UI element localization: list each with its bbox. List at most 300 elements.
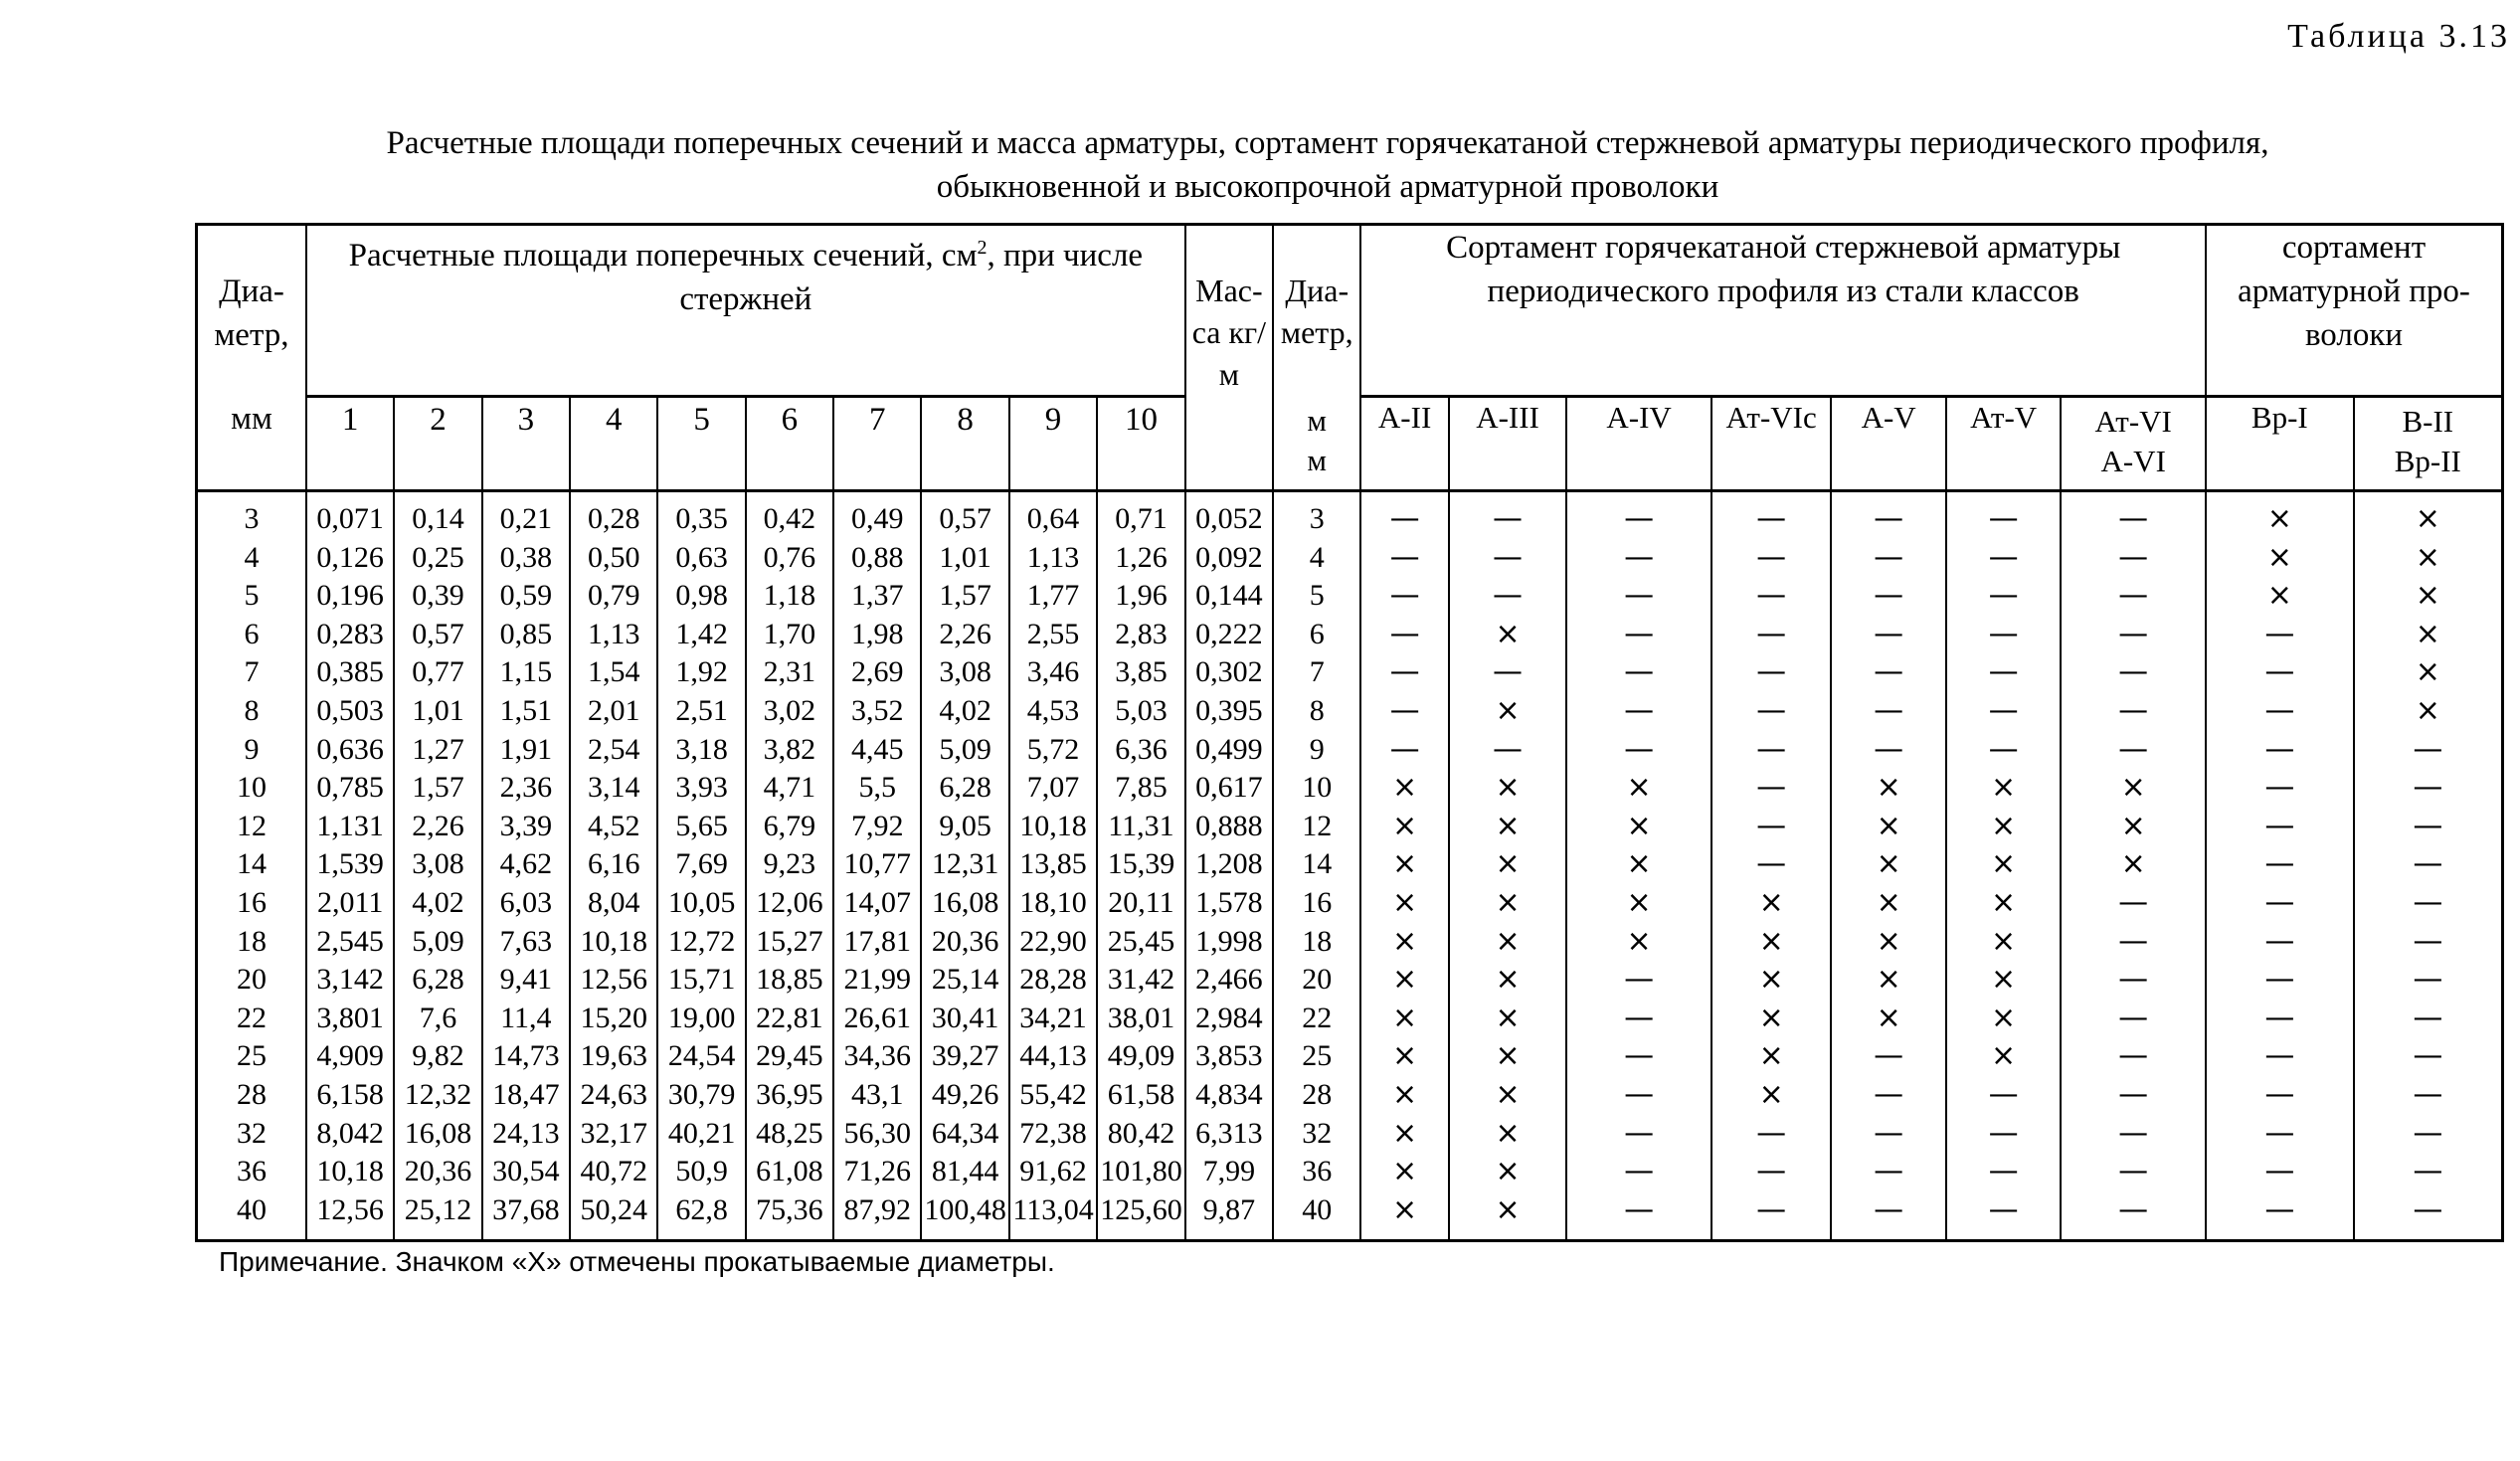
cell-mark-none: — (1946, 539, 2061, 578)
cell-area: 0,636 (306, 731, 394, 770)
cell-area: 12,56 (306, 1191, 394, 1241)
cell-mark-none: — (2061, 653, 2206, 692)
cell-area: 1,70 (746, 616, 833, 654)
cell-diameter: 40 (197, 1191, 306, 1241)
cell-mark-rolled: × (1449, 1076, 1567, 1115)
cell-mass: 0,144 (1185, 577, 1273, 616)
cell-mark-rolled: × (1711, 923, 1832, 962)
cell-area: 6,03 (482, 884, 570, 923)
cell-mass: 0,222 (1185, 616, 1273, 654)
cell-mark-rolled: × (1566, 884, 1711, 923)
table-row (197, 1037, 2503, 1076)
cell-area: 20,36 (921, 923, 1008, 962)
cell-area: 0,59 (482, 577, 570, 616)
cell-diameter: 3 (197, 491, 306, 539)
cell-area: 40,21 (657, 1115, 745, 1154)
cell-area: 31,42 (1097, 961, 1185, 1000)
cell-mark-rolled: × (1831, 961, 1945, 1000)
cell-mark-none: — (1946, 1115, 2061, 1154)
cell-mark-none: — (1946, 1076, 2061, 1115)
cell-mark-none: — (1711, 616, 1832, 654)
cell-mark-none: — (2206, 653, 2354, 692)
cell-area: 0,79 (570, 577, 657, 616)
cell-mark-rolled: × (1711, 1000, 1832, 1038)
table-row (197, 1000, 2503, 1038)
cell-mark-none: — (2354, 923, 2503, 962)
cell-area: 72,38 (1009, 1115, 1097, 1154)
cell-area: 49,26 (921, 1076, 1008, 1115)
cell-diameter: 6 (197, 616, 306, 654)
cell-mark-none: — (2354, 731, 2503, 770)
cell-area: 0,88 (833, 539, 921, 578)
cell-mark-none: — (1946, 491, 2061, 539)
cell-diameter-right: 10 (1273, 769, 1360, 808)
cell-area: 39,27 (921, 1037, 1008, 1076)
cell-mass: 6,313 (1185, 1115, 1273, 1154)
cell-diameter-right: 6 (1273, 616, 1360, 654)
header-count-3: 3 (482, 397, 570, 491)
cell-area: 24,63 (570, 1076, 657, 1115)
cell-mark-none: — (2206, 1076, 2354, 1115)
cell-mark-rolled: × (1360, 808, 1448, 846)
cell-area: 2,545 (306, 923, 394, 962)
cell-area: 3,08 (394, 845, 481, 884)
cell-area: 9,41 (482, 961, 570, 1000)
cell-area: 3,82 (746, 731, 833, 770)
cell-area: 0,503 (306, 692, 394, 731)
cell-area: 0,57 (394, 616, 481, 654)
cell-diameter: 7 (197, 653, 306, 692)
cell-area: 48,25 (746, 1115, 833, 1154)
cell-area: 5,72 (1009, 731, 1097, 770)
cell-area: 0,49 (833, 491, 921, 539)
cell-area: 12,31 (921, 845, 1008, 884)
cell-mark-rolled: × (1449, 923, 1567, 962)
cell-area: 10,77 (833, 845, 921, 884)
cell-area: 11,4 (482, 1000, 570, 1038)
cell-area: 3,85 (1097, 653, 1185, 692)
cell-area: 0,42 (746, 491, 833, 539)
cell-mark-none: — (1831, 577, 1945, 616)
cell-diameter: 36 (197, 1153, 306, 1191)
cell-area: 10,18 (306, 1153, 394, 1191)
cell-area: 0,283 (306, 616, 394, 654)
cell-area: 1,57 (394, 769, 481, 808)
cell-area: 4,02 (394, 884, 481, 923)
cell-mark-rolled: × (1360, 845, 1448, 884)
cell-mark-none: — (2061, 1076, 2206, 1115)
header-count-1: 1 (306, 397, 394, 491)
cell-area: 6,158 (306, 1076, 394, 1115)
cell-diameter-right: 25 (1273, 1037, 1360, 1076)
cell-area: 0,28 (570, 491, 657, 539)
cell-area: 7,85 (1097, 769, 1185, 808)
cell-area: 61,08 (746, 1153, 833, 1191)
header-class-vr1: Вр-I (2206, 397, 2354, 491)
cell-mark-none: — (2061, 1000, 2206, 1038)
cell-area: 2,01 (570, 692, 657, 731)
cell-area: 12,56 (570, 961, 657, 1000)
cell-area: 62,8 (657, 1191, 745, 1241)
cell-mark-rolled: × (2354, 491, 2503, 539)
cell-diameter-right: 22 (1273, 1000, 1360, 1038)
cell-mark-none: — (1360, 653, 1448, 692)
cell-diameter: 14 (197, 845, 306, 884)
cell-mark-none: — (1360, 491, 1448, 539)
cell-area: 2,51 (657, 692, 745, 731)
cell-area: 8,04 (570, 884, 657, 923)
cell-area: 87,92 (833, 1191, 921, 1241)
cell-mark-none: — (1566, 539, 1711, 578)
table-row (197, 1115, 2503, 1154)
table-row (197, 923, 2503, 962)
cell-mark-none: — (2354, 1153, 2503, 1191)
cell-diameter: 5 (197, 577, 306, 616)
cell-mark-rolled: × (1449, 845, 1567, 884)
table-row (197, 653, 2503, 692)
cell-area: 9,23 (746, 845, 833, 884)
header-diameter-left-unit: мм (197, 397, 306, 491)
cell-diameter: 16 (197, 884, 306, 923)
cell-area: 30,54 (482, 1153, 570, 1191)
cell-mark-none: — (1566, 1076, 1711, 1115)
header-class-a3: А-III (1449, 397, 1567, 491)
header-class-a5: А-V (1831, 397, 1945, 491)
cell-area: 50,9 (657, 1153, 745, 1191)
cell-area: 4,45 (833, 731, 921, 770)
table-row (197, 961, 2503, 1000)
cell-mark-none: — (2354, 845, 2503, 884)
cell-mark-none: — (2206, 692, 2354, 731)
cell-mark-none: — (2206, 1000, 2354, 1038)
cell-area: 1,01 (921, 539, 1008, 578)
cell-area: 12,72 (657, 923, 745, 962)
cell-mark-none: — (1449, 577, 1567, 616)
header-mass: Мас-са кг/м (1185, 225, 1273, 491)
cell-area: 4,52 (570, 808, 657, 846)
table-row (197, 491, 2503, 539)
cell-area: 34,36 (833, 1037, 921, 1076)
cell-diameter: 8 (197, 692, 306, 731)
cell-area: 14,73 (482, 1037, 570, 1076)
cell-mark-none: — (1360, 577, 1448, 616)
cell-area: 125,60 (1097, 1191, 1185, 1241)
cell-area: 28,28 (1009, 961, 1097, 1000)
cell-area: 36,95 (746, 1076, 833, 1115)
cell-diameter: 18 (197, 923, 306, 962)
cell-area: 0,85 (482, 616, 570, 654)
table-note: Примечание. Значком «Х» отмечены прокатываемые диаметры. (219, 1246, 1055, 1277)
header-wire-group: сортамент арматурной про-волоки (2206, 225, 2503, 397)
cell-mark-none: — (1831, 1076, 1945, 1115)
cell-mark-rolled: × (1946, 961, 2061, 1000)
cell-mass: 0,499 (1185, 731, 1273, 770)
cell-diameter-right: 3 (1273, 491, 1360, 539)
table-row (197, 1191, 2503, 1241)
cell-area: 3,08 (921, 653, 1008, 692)
cell-area: 0,38 (482, 539, 570, 578)
cell-area: 44,13 (1009, 1037, 1097, 1076)
cell-mark-none: — (2061, 961, 2206, 1000)
cell-mark-none: — (1711, 808, 1832, 846)
cell-mark-none: — (1360, 539, 1448, 578)
cell-mass: 7,99 (1185, 1153, 1273, 1191)
cell-area: 7,92 (833, 808, 921, 846)
cell-area: 3,18 (657, 731, 745, 770)
cell-area: 7,63 (482, 923, 570, 962)
cell-area: 1,131 (306, 808, 394, 846)
cell-area: 38,01 (1097, 1000, 1185, 1038)
cell-mark-rolled: × (1360, 1153, 1448, 1191)
cell-mark-none: — (2061, 577, 2206, 616)
cell-mark-rolled: × (1449, 1115, 1567, 1154)
header-diameter-right-unit: м м (1273, 397, 1360, 491)
cell-mark-rolled: × (1360, 1037, 1448, 1076)
cell-mass: 9,87 (1185, 1191, 1273, 1241)
cell-diameter: 32 (197, 1115, 306, 1154)
cell-diameter: 25 (197, 1037, 306, 1076)
cell-mass: 1,208 (1185, 845, 1273, 884)
table-row (197, 845, 2503, 884)
cell-area: 9,05 (921, 808, 1008, 846)
header-count-5: 5 (657, 397, 745, 491)
cell-diameter-right: 28 (1273, 1076, 1360, 1115)
cell-area: 0,21 (482, 491, 570, 539)
cell-area: 2,55 (1009, 616, 1097, 654)
cell-area: 9,82 (394, 1037, 481, 1076)
cell-area: 20,11 (1097, 884, 1185, 923)
cell-area: 2,31 (746, 653, 833, 692)
cell-mark-none: — (1711, 731, 1832, 770)
cell-area: 56,30 (833, 1115, 921, 1154)
cell-area: 17,81 (833, 923, 921, 962)
table-row (197, 731, 2503, 770)
cell-mark-none: — (2354, 808, 2503, 846)
cell-mark-rolled: × (1711, 961, 1832, 1000)
header-count-6: 6 (746, 397, 833, 491)
cell-area: 0,57 (921, 491, 1008, 539)
cell-area: 40,72 (570, 1153, 657, 1191)
cell-diameter-right: 36 (1273, 1153, 1360, 1191)
cell-area: 5,03 (1097, 692, 1185, 731)
header-class-a4: А-IV (1566, 397, 1711, 491)
cell-mark-rolled: × (1360, 884, 1448, 923)
cell-mark-rolled: × (1566, 845, 1711, 884)
cell-mark-none: — (1711, 1191, 1832, 1241)
cell-area: 0,63 (657, 539, 745, 578)
cell-mark-none: — (2061, 1153, 2206, 1191)
cell-area: 15,27 (746, 923, 833, 962)
cell-mark-rolled: × (1449, 769, 1567, 808)
cell-area: 6,36 (1097, 731, 1185, 770)
cell-area: 11,31 (1097, 808, 1185, 846)
header-count-8: 8 (921, 397, 1008, 491)
cell-mark-none: — (1831, 731, 1945, 770)
cell-area: 49,09 (1097, 1037, 1185, 1076)
cell-area: 4,53 (1009, 692, 1097, 731)
cell-area: 1,77 (1009, 577, 1097, 616)
cell-mark-none: — (2061, 539, 2206, 578)
cell-mark-none: — (1711, 692, 1832, 731)
cell-area: 113,04 (1009, 1191, 1097, 1241)
cell-area: 8,042 (306, 1115, 394, 1154)
cell-diameter-right: 9 (1273, 731, 1360, 770)
cell-mark-none: — (2206, 884, 2354, 923)
cell-area: 1,54 (570, 653, 657, 692)
cell-area: 1,18 (746, 577, 833, 616)
cell-mark-rolled: × (2354, 653, 2503, 692)
cell-area: 61,58 (1097, 1076, 1185, 1115)
cell-mark-rolled: × (1831, 1000, 1945, 1038)
header-areas-prefix: Расчетные площади поперечных сечений, см (348, 238, 978, 274)
cell-mark-none: — (1711, 577, 1832, 616)
cell-area: 1,15 (482, 653, 570, 692)
cell-area: 3,52 (833, 692, 921, 731)
cell-mark-rolled: × (1360, 769, 1448, 808)
table-body (197, 491, 2503, 1241)
cell-area: 71,26 (833, 1153, 921, 1191)
cell-area: 75,36 (746, 1191, 833, 1241)
cell-area: 25,12 (394, 1191, 481, 1241)
header-count-7: 7 (833, 397, 921, 491)
cell-area: 1,96 (1097, 577, 1185, 616)
cell-area: 12,32 (394, 1076, 481, 1115)
cell-mark-none: — (2206, 731, 2354, 770)
cell-area: 81,44 (921, 1153, 1008, 1191)
cell-mark-rolled: × (2354, 616, 2503, 654)
cell-area: 1,01 (394, 692, 481, 731)
cell-mark-rolled: × (1360, 1076, 1448, 1115)
header-diameter-right: Диа-метр, (1273, 225, 1360, 397)
cell-mark-rolled: × (1449, 808, 1567, 846)
cell-area: 0,71 (1097, 491, 1185, 539)
table-caption (189, 121, 2466, 209)
cell-area: 32,17 (570, 1115, 657, 1154)
cell-mark-none: — (2061, 1191, 2206, 1241)
cell-mass: 4,834 (1185, 1076, 1273, 1115)
cell-mark-none: — (1566, 1115, 1711, 1154)
cell-area: 3,46 (1009, 653, 1097, 692)
cell-mark-none: — (1449, 731, 1567, 770)
cell-mark-none: — (2061, 692, 2206, 731)
cell-mark-rolled: × (2061, 769, 2206, 808)
cell-mass: 0,395 (1185, 692, 1273, 731)
cell-area: 37,68 (482, 1191, 570, 1241)
cell-mark-none: — (1946, 1153, 2061, 1191)
cell-mark-none: — (1946, 653, 2061, 692)
cell-area: 4,909 (306, 1037, 394, 1076)
cell-area: 15,20 (570, 1000, 657, 1038)
cell-mark-rolled: × (1449, 1153, 1567, 1191)
cell-mass: 0,052 (1185, 491, 1273, 539)
cell-area: 100,48 (921, 1191, 1008, 1241)
header-hot-rolled-group: Сортамент горячекатаной стержневой арматуры периодического профиля из стали классов (1360, 225, 2206, 397)
header-class-at6-a6: Ат-VI А-VI (2061, 397, 2206, 491)
cell-area: 22,90 (1009, 923, 1097, 962)
cell-area: 20,36 (394, 1153, 481, 1191)
cell-area: 2,011 (306, 884, 394, 923)
cell-mark-none: — (1831, 491, 1945, 539)
cell-mark-none: — (1946, 577, 2061, 616)
header-diameter-left: Диа-метр, (197, 225, 306, 397)
table-row (197, 769, 2503, 808)
cell-diameter: 9 (197, 731, 306, 770)
cell-mark-none: — (1711, 491, 1832, 539)
cell-mark-rolled: × (1831, 845, 1945, 884)
cell-mark-rolled: × (1360, 923, 1448, 962)
cell-mark-rolled: × (2354, 539, 2503, 578)
cell-area: 5,5 (833, 769, 921, 808)
cell-area: 25,14 (921, 961, 1008, 1000)
cell-area: 7,07 (1009, 769, 1097, 808)
header-class-a2: А-II (1360, 397, 1448, 491)
cell-mark-rolled: × (1449, 1191, 1567, 1241)
cell-mark-rolled: × (2206, 491, 2354, 539)
cell-mark-none: — (2206, 961, 2354, 1000)
cell-area: 1,539 (306, 845, 394, 884)
cell-area: 0,126 (306, 539, 394, 578)
rebar-table (195, 223, 2504, 1242)
cell-area: 1,98 (833, 616, 921, 654)
header-areas-group (306, 225, 1185, 397)
cell-area: 3,142 (306, 961, 394, 1000)
cell-area: 0,64 (1009, 491, 1097, 539)
cell-mark-none: — (1946, 1191, 2061, 1241)
cell-area: 6,28 (394, 961, 481, 1000)
cell-mark-rolled: × (1946, 1037, 2061, 1076)
cell-mark-none: — (2206, 923, 2354, 962)
cell-mass: 0,302 (1185, 653, 1273, 692)
cell-mark-none: — (2061, 491, 2206, 539)
cell-mark-none: — (1449, 539, 1567, 578)
header-class-v2-vr2: В-II Вр-II (2354, 397, 2503, 491)
cell-mark-none: — (2354, 1076, 2503, 1115)
cell-area: 80,42 (1097, 1115, 1185, 1154)
cell-mark-none: — (1831, 692, 1945, 731)
cell-mark-none: — (1360, 692, 1448, 731)
cell-area: 18,10 (1009, 884, 1097, 923)
cell-area: 7,6 (394, 1000, 481, 1038)
cell-diameter-right: 7 (1273, 653, 1360, 692)
cell-mark-none: — (1831, 1115, 1945, 1154)
cell-mark-none: — (2354, 1191, 2503, 1241)
cell-mark-none: — (1566, 1153, 1711, 1191)
cell-area: 50,24 (570, 1191, 657, 1241)
cell-diameter: 22 (197, 1000, 306, 1038)
cell-mark-none: — (2061, 884, 2206, 923)
cell-area: 24,54 (657, 1037, 745, 1076)
cell-mark-rolled: × (1566, 769, 1711, 808)
cell-mark-none: — (2206, 1191, 2354, 1241)
cell-area: 2,26 (921, 616, 1008, 654)
cell-mark-none: — (1831, 1153, 1945, 1191)
cell-mark-rolled: × (1449, 1037, 1567, 1076)
cell-area: 10,18 (570, 923, 657, 962)
cell-mark-none: — (1566, 1191, 1711, 1241)
cell-area: 29,45 (746, 1037, 833, 1076)
cell-diameter-right: 5 (1273, 577, 1360, 616)
cell-mark-none: — (1566, 692, 1711, 731)
cell-mark-rolled: × (1711, 884, 1832, 923)
cell-mark-none: — (1711, 1153, 1832, 1191)
cell-area: 5,09 (921, 731, 1008, 770)
cell-area: 22,81 (746, 1000, 833, 1038)
cell-area: 0,071 (306, 491, 394, 539)
table-number: Таблица 3.13 (2287, 18, 2510, 55)
cell-mark-none: — (1449, 491, 1567, 539)
cell-area: 91,62 (1009, 1153, 1097, 1191)
cell-mass: 2,984 (1185, 1000, 1273, 1038)
